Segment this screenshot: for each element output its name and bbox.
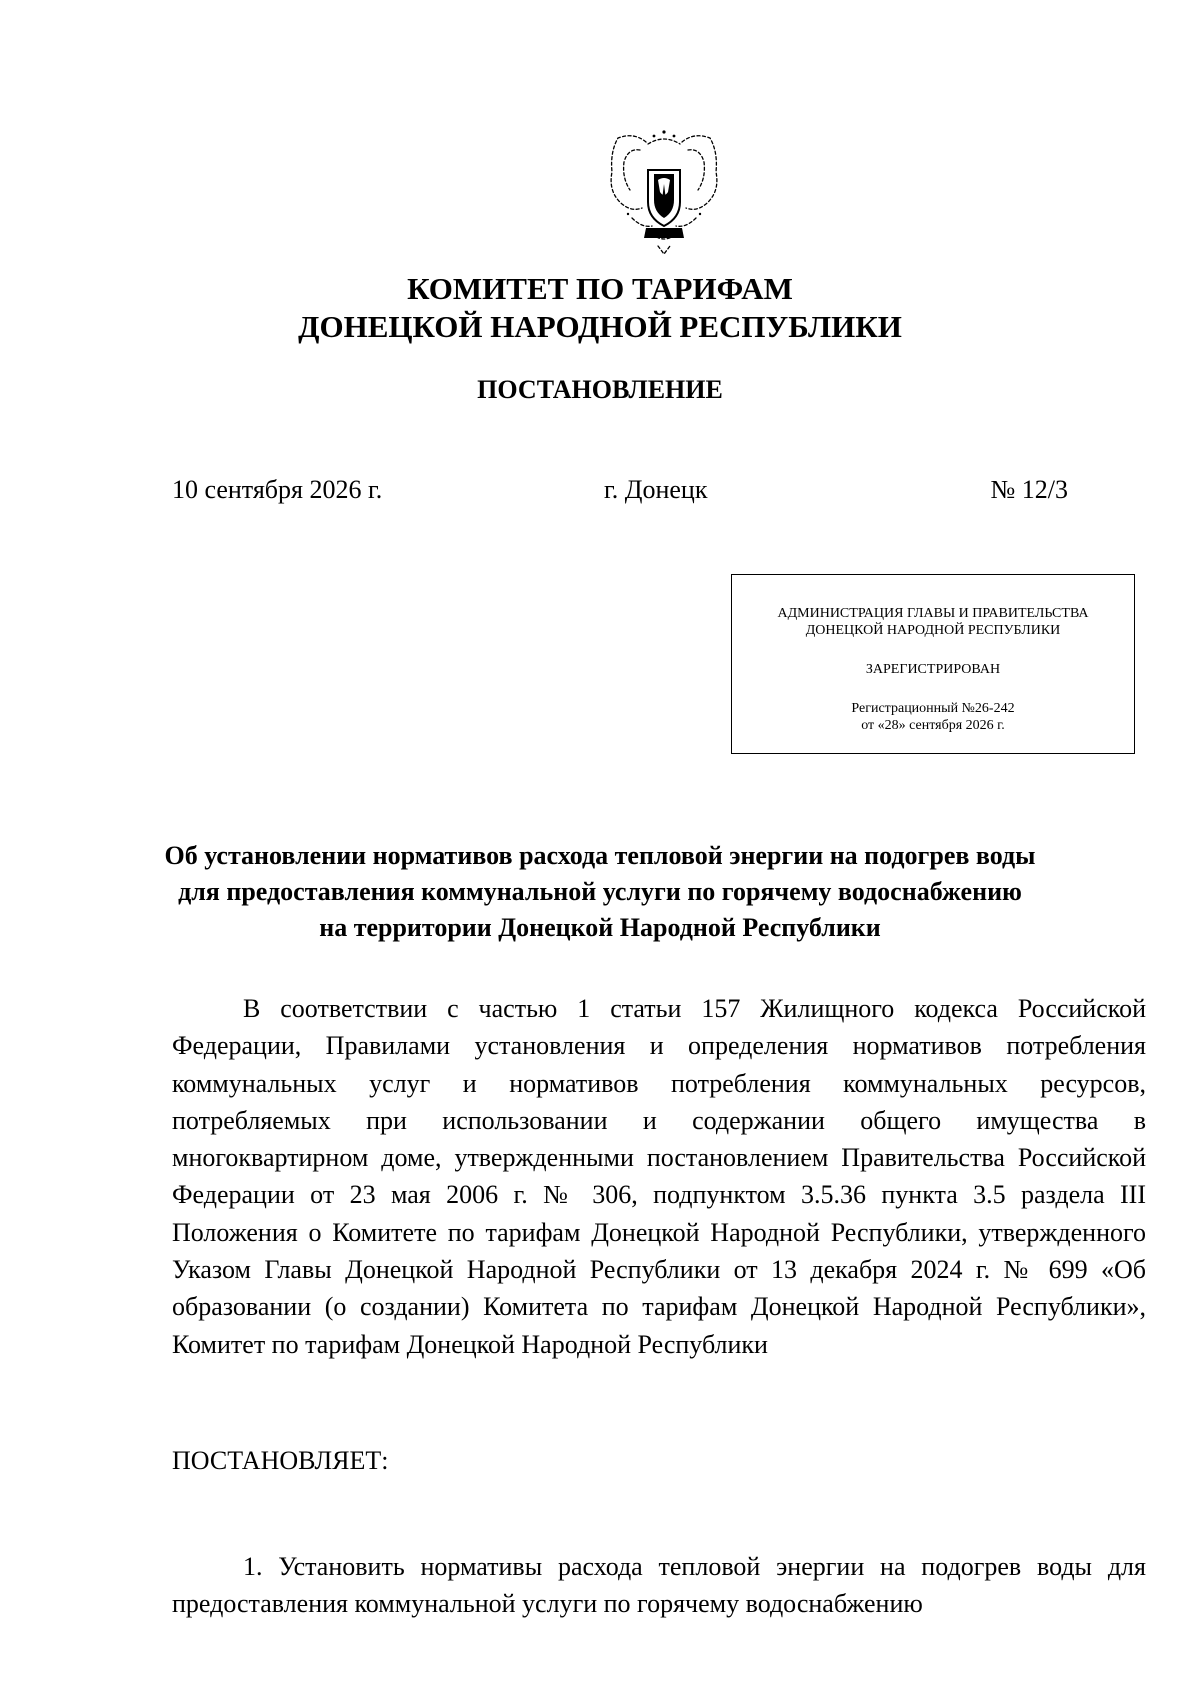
stamp-authority-line1: АДМИНИСТРАЦИЯ ГЛАВЫ И ПРАВИТЕЛЬСТВА	[777, 606, 1089, 621]
title-line3: на территории Донецкой Народной Республики	[319, 913, 881, 942]
document-title	[140, 838, 1060, 946]
preamble-paragraph: В соответствии с частью 1 статьи 157 Жилищного кодекса Российской Федерации, Правилами установления и определения нормативов потребления коммунальных услуг и нормативов потребления коммунальных ресурсов, потребляемых при использовании и содержании общего имущества в многоквартирном доме, утвержденными постановлением Правительства Российской Федерации от 23 мая 2006 г. № 306, подпунктом 3.5.36 пункта 3.5 раздела III Положения о Комитете по тарифам Донецкой Народной Республики, утвержденного Указом Главы Донецкой Народной Республики от 13 декабря 2024 г. № 699 «Об образовании (о создании) Комитета по тарифам Донецкой Народной Республики», Комитет по тарифам Донецкой Народной Республики	[172, 994, 1146, 1359]
document-type-heading: ПОСТАНОВЛЕНИЕ	[477, 375, 723, 404]
document-date: 10 сентября 2026 г.	[172, 475, 383, 504]
stamp-registration-number: Регистрационный №26-242	[851, 701, 1015, 716]
title-line1: Об установлении нормативов расхода тепловой энергии на подогрев воды	[164, 841, 1036, 870]
committee-name-line2: ДОНЕЦКОЙ НАРОДНОЙ РЕСПУБЛИКИ	[298, 309, 902, 344]
resolves-heading: ПОСТАНОВЛЯЕТ:	[172, 1446, 389, 1475]
stamp-status: ЗАРЕГИСТРИРОВАН	[865, 662, 1001, 677]
stamp-authority-line2: ДОНЕЦКОЙ НАРОДНОЙ РЕСПУБЛИКИ	[805, 623, 1061, 638]
registration-stamp	[731, 574, 1135, 754]
item-1-paragraph: 1. Установить нормативы расхода тепловой энергии на подогрев воды для предоставления коммунальной услуги по горячему водоснабжению	[172, 1552, 1146, 1619]
title-line2: для предоставления коммунальной услуги по горячему водоснабжению	[178, 877, 1022, 906]
committee-name-line1: КОМИТЕТ ПО ТАРИФАМ	[407, 271, 793, 306]
committee-name	[0, 270, 1200, 346]
coat-of-arms-emblem	[588, 128, 740, 258]
document-place: г. Донецк	[604, 475, 708, 504]
document-number: № 12/3	[990, 475, 1068, 504]
stamp-registration-date: от «28» сентября 2026 г.	[861, 718, 1005, 733]
